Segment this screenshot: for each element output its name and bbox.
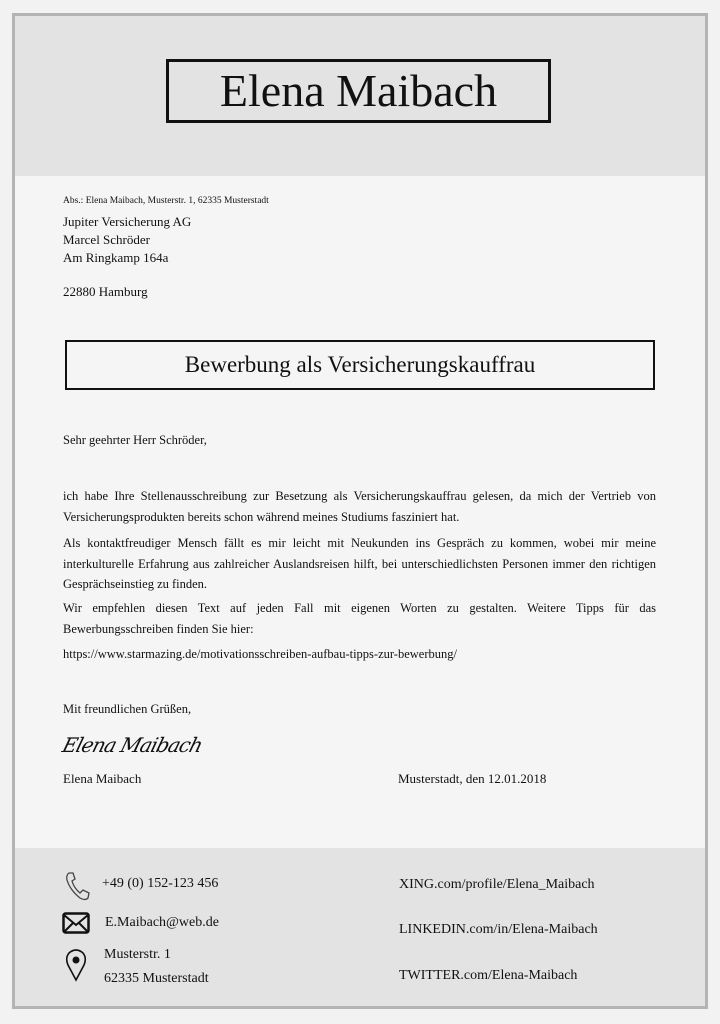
place-date: Musterstadt, den 12.01.2018 <box>398 771 547 786</box>
sender-line: Abs.: Elena Maibach, Musterstr. 1, 62335 Musterstadt <box>63 196 269 206</box>
signer-name: Elena Maibach <box>63 771 142 786</box>
email-icon <box>62 912 90 934</box>
address-street: Musterstr. 1 <box>104 947 171 962</box>
xing-link[interactable]: XING.com/profile/Elena_Maibach <box>399 877 595 892</box>
twitter-link[interactable]: TWITTER.com/Elena-Maibach <box>399 968 578 983</box>
letter-page <box>12 13 708 1009</box>
header-band <box>15 16 705 176</box>
recipient-street: Am Ringkamp 164a <box>63 250 169 265</box>
phone-icon <box>63 870 91 902</box>
salutation: Sehr geehrter Herr Schröder, <box>63 433 207 447</box>
signature: Elena Maibach <box>59 733 205 757</box>
linkedin-link[interactable]: LINKEDIN.com/in/Elena-Maibach <box>399 922 598 937</box>
contact-footer <box>15 848 705 1006</box>
phone-number: +49 (0) 152-123 456 <box>102 876 219 891</box>
address-city: 62335 Musterstadt <box>104 971 209 986</box>
paragraph-2: Als kontaktfreudiger Mensch fällt es mir leicht mit Neukunden ins Gespräch zu kommen, wobei mir meine interkulturelle Erfahrung aus zahlreicher Auslandsreisen hilft, bei unterschiedlichsten Personen immer den richtigen Gesprächseinstieg zu finden. <box>63 536 656 591</box>
recipient-person: Marcel Schröder <box>63 232 150 247</box>
location-pin-icon <box>65 948 87 982</box>
name-title: Elena Maibach <box>166 59 551 123</box>
email-address[interactable]: E.Maibach@web.de <box>105 915 219 930</box>
closing: Mit freundlichen Grüßen, <box>63 702 192 716</box>
paragraph-3: Wir empfehlen diesen Text auf jeden Fall mit eigenen Worten zu gestalten. Weitere Tipps für das Bewerbungsschreiben finden Sie hier: <box>63 601 656 636</box>
paragraph-1: ich habe Ihre Stellenausschreibung zur Besetzung als Versicherungskauffrau gelesen, da mich der Vertrieb von Versicherungsprodukten bereits schon während meines Studiums fasziniert hat. <box>63 489 656 524</box>
recipient-city: 22880 Hamburg <box>63 284 148 299</box>
recipient-company: Jupiter Versicherung AG <box>63 214 192 229</box>
link-url[interactable]: https://www.starmazing.de/motivationsschreiben-aufbau-tipps-zur-bewerbung/ <box>63 647 457 661</box>
subject-line: Bewerbung als Versicherungskauffrau <box>65 340 655 390</box>
